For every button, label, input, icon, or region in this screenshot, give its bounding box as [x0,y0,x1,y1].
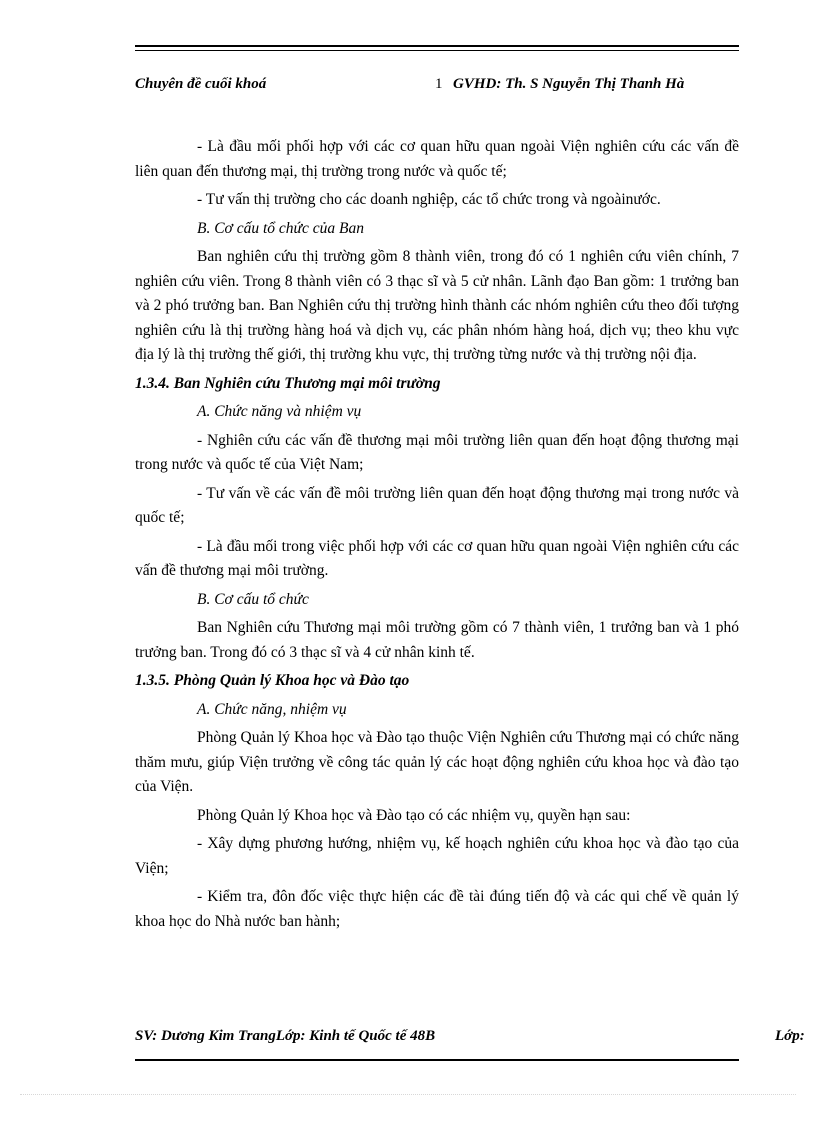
section-heading: 1.3.4. Ban Nghiên cứu Thương mại môi trường [135,374,441,392]
header-title: Chuyên đề cuối khoá [135,76,267,92]
paragraph: Phòng Quản lý Khoa học và Đào tạo thuộc Viện Nghiên cứu Thương mại có chức năng thăm mưu, giúp Viện trưởng về công tác quản lý các hoạt động nghiên cứu khoa học và đào tạo của Viện. [135,729,739,795]
paragraph: - Nghiên cứu các vấn đề thương mại môi trường liên quan đến hoạt động thương mại trong nước và quốc tế của Việt Nam; [135,431,739,473]
paragraph: Ban Nghiên cứu Thương mại môi trường gồm có 7 thành viên, 1 trưởng ban và 1 phó trưởng ban. Trong đó có 3 thạc sĩ và 4 cử nhân kinh tế. [135,619,739,661]
paragraph: - Là đầu mối trong việc phối hợp với các cơ quan hữu quan ngoài Viện nghiên cứu các vấn đề thương mại môi trường. [135,537,739,579]
footer-class-label: Lớp: [775,1028,805,1044]
subsection-title: A. Chức năng và nhiệm vụ [197,403,362,420]
paragraph: - Kiểm tra, đôn đốc việc thực hiện các đề tài đúng tiến độ và các qui chế về quản lý khoa học do Nhà nước ban hành; [135,888,739,930]
paragraph: Phòng Quản lý Khoa học và Đào tạo có các nhiệm vụ, quyền hạn sau: [197,806,631,824]
header-supervisor: GVHD: Th. S Nguyễn Thị Thanh Hà [453,76,685,92]
footer-student: SV: Dương Kim TrangLớp: Kinh tế Quốc tế 48B [135,1028,436,1044]
subsection-title: A. Chức năng, nhiệm vụ [197,700,347,718]
paragraph: - Tư vấn về các vấn đề môi trường liên quan đến hoạt động thương mại trong nước và quốc tế; [135,484,739,526]
paragraph: - Xây dựng phương hướng, nhiệm vụ, kế hoạch nghiên cứu khoa học và đào tạo của Viện; [135,835,739,877]
subsection-title: B. Cơ cấu tổ chức của Ban [197,219,364,237]
paragraph: - Là đầu mối phối hợp với các cơ quan hữu quan ngoài Viện nghiên cứu các vấn đề liên quan đến thương mại, thị trường trong nước và quốc tế; [135,138,739,180]
footer-rule [135,1059,739,1061]
paragraph: - Tư vấn thị trường cho các doanh nghiệp, các tổ chức trong và ngoàinước. [197,191,661,208]
header-page-number: 1 [435,76,443,92]
header-rule-top [135,45,739,47]
paragraph: Ban nghiên cứu thị trường gồm 8 thành viên, trong đó có 1 nghiên cứu viên chính, 7 nghiên cứu viên. Trong 8 thành viên có 3 thạc sĩ và 5 cử nhân. Lãnh đạo Ban gồm: 1 trưởng ban và 2 phó trưởng ban. Ban Nghiên cứu thị trường hình thành các nhóm nghiên cứu theo đối tượng nghiên cứu là thị trường hàng hoá và dịch vụ, các phân nhóm hàng hoá, dịch vụ; theo khu vực địa lý là thị trường thế giới, thị trường khu vực, thị trường từng nước và thị trường nội địa. [135,248,739,363]
page-footer [135,1028,815,1045]
document-body [135,135,739,938]
header-rule-bottom [135,50,739,51]
section-heading: 1.3.5. Phòng Quản lý Khoa học và Đào tạo [135,672,410,689]
page-edge-dotted-line [20,1094,796,1095]
page-header [135,76,739,93]
subsection-title: B. Cơ cấu tổ chức [197,590,309,608]
